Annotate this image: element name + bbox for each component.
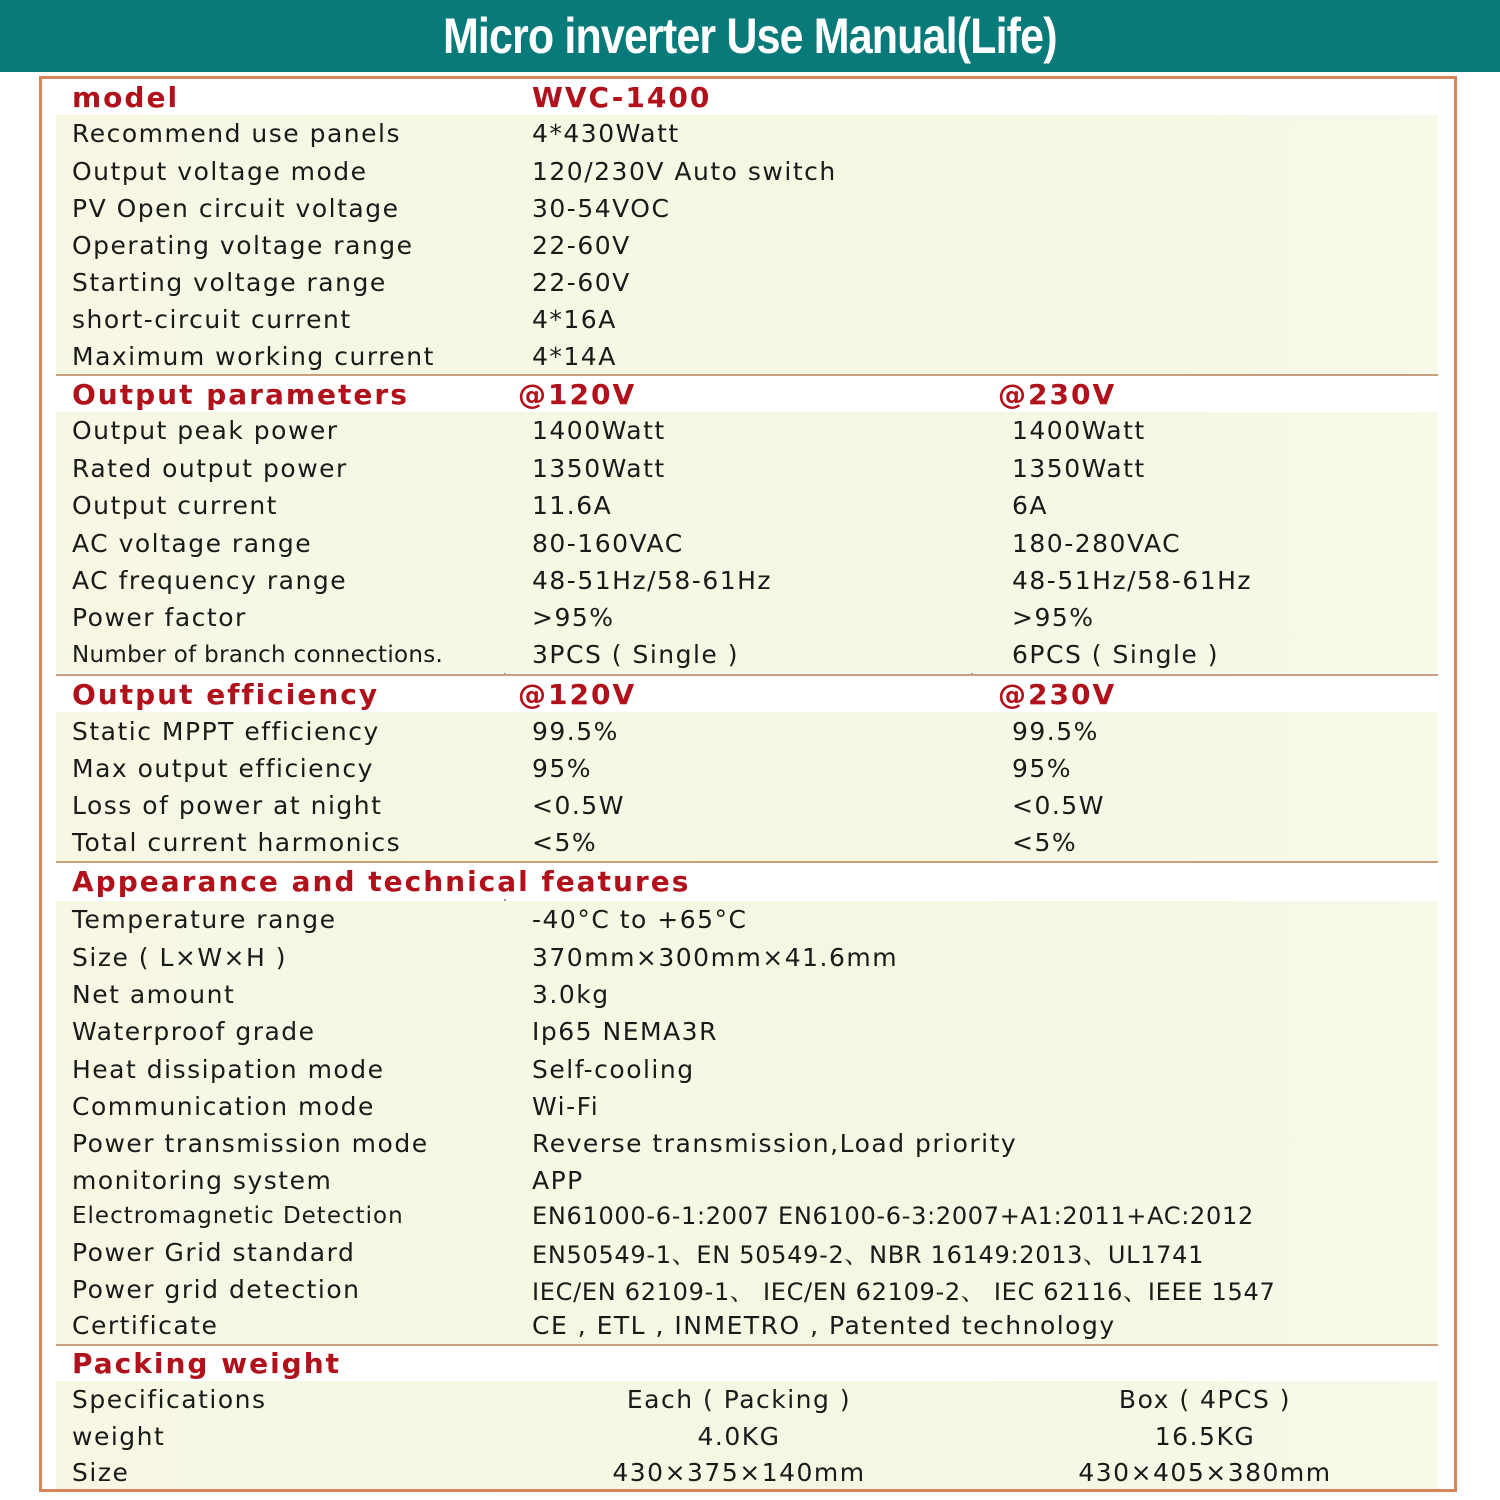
table-row [56, 301, 1438, 338]
row-value: 120/230V Auto switch [532, 156, 837, 186]
row-label: Output voltage mode [72, 156, 368, 186]
row-label: Static MPPT efficiency [72, 716, 380, 746]
row-label: Net amount [72, 980, 236, 1009]
row-label: Power factor [72, 603, 247, 632]
row-value: 22-60V [532, 231, 631, 260]
row-value-120v: 1350Watt [532, 453, 666, 483]
row-value-230v: 48-51Hz/58-61Hz [1012, 566, 1253, 595]
row-value: EN61000-6-1:2007 EN6100-6-3:2007+A1:2011+AC:2012 [532, 1202, 1254, 1230]
table-row [56, 787, 1438, 824]
row-value-230v: 1350Watt [1012, 453, 1146, 483]
row-label: PV Open circuit voltage [72, 194, 400, 223]
table-row [56, 412, 1438, 449]
table-row [56, 264, 1438, 301]
column-header-120v: @120V [518, 377, 637, 411]
row-value-box: 430×405×380mm [1078, 1457, 1332, 1487]
row-label: AC voltage range [72, 528, 313, 558]
row-value-120v: >95% [532, 603, 615, 632]
row-value: 4*430Watt [532, 119, 680, 148]
row-value-230v: 180-280VAC [1012, 528, 1182, 558]
row-label: Starting voltage range [72, 268, 387, 297]
table-row [56, 338, 1438, 374]
row-value-230v: 99.5% [1012, 716, 1099, 746]
section-title: Output parameters [72, 377, 409, 411]
row-value: -40°C to +65°C [532, 905, 748, 934]
row-label: Electromagnetic Detection [72, 1203, 404, 1229]
row-value-230v: 1400Watt [1012, 416, 1146, 445]
table-row [56, 1050, 1438, 1088]
row-label: Maximum working current [72, 341, 435, 371]
row-label: Certificate [72, 1311, 219, 1340]
section-title: Packing weight [72, 1347, 342, 1380]
row-label: Output current [72, 491, 278, 520]
row-value: APP [532, 1165, 584, 1195]
table-row [56, 1013, 1438, 1050]
column-header-230v: @230V [998, 377, 1117, 411]
row-label: Operating voltage range [72, 231, 414, 260]
row-value-120v: 99.5% [532, 716, 619, 746]
row-value: Self-cooling [532, 1054, 695, 1084]
row-value: IEC/EN 62109-1、 IEC/EN 62109-2、 IEC 62116、IEEE 1547 [532, 1277, 1276, 1306]
row-value-120v: 3PCS ( Single ) [532, 640, 740, 669]
section-heading-model [56, 79, 1438, 115]
row-label: monitoring system [72, 1165, 333, 1195]
table-row [56, 152, 1438, 190]
table-row [56, 1381, 1438, 1418]
table-row [56, 976, 1438, 1013]
row-label: Waterproof grade [72, 1017, 316, 1046]
table-row [56, 1418, 1438, 1455]
row-value-120v: 80-160VAC [532, 528, 684, 558]
table-row [56, 901, 1438, 938]
row-label: Loss of power at night [72, 791, 383, 820]
row-label: Number of branch connections. [72, 641, 444, 668]
table-row [56, 524, 1438, 562]
row-value: 30-54VOC [532, 194, 671, 223]
row-value: EN50549-1、EN 50549-2、NBR 16149:2013、UL1741 [532, 1241, 1205, 1269]
table-row [56, 636, 1438, 673]
section-heading-appearance [56, 863, 1438, 899]
row-label: Power grid detection [72, 1274, 361, 1304]
row-value: 4*14A [532, 341, 617, 371]
table-row [56, 1198, 1438, 1234]
row-label: Output peak power [72, 416, 339, 445]
row-value: 3.0kg [532, 980, 610, 1009]
row-value-230v: <0.5W [1012, 791, 1105, 820]
section-title: model [72, 80, 180, 114]
title-banner [0, 0, 1500, 72]
section-heading-output-efficiency [56, 676, 1438, 712]
section-title: Output efficiency [72, 677, 380, 711]
row-value: Wi-Fi [532, 1092, 600, 1121]
row-value-230v: 95% [1012, 754, 1073, 783]
section-title: Appearance and technical features [72, 864, 691, 898]
row-value: Ip65 NEMA3R [532, 1017, 718, 1046]
column-header-120v: @120V [518, 677, 637, 711]
table-row [56, 938, 1438, 976]
table-row [56, 449, 1438, 487]
table-row [56, 115, 1438, 152]
row-label: Size [72, 1457, 130, 1487]
row-value-120v: <0.5W [532, 791, 625, 820]
column-header-230v: @230V [998, 677, 1117, 711]
row-value-each: 4.0KG [697, 1422, 781, 1451]
row-value-120v: 95% [532, 754, 593, 783]
table-row [56, 190, 1438, 227]
spec-table-frame [39, 76, 1457, 1492]
row-value: CE , ETL , INMETRO , Patented technology [532, 1311, 1116, 1340]
model-value: WVC-1400 [532, 80, 712, 114]
table-row [56, 1088, 1438, 1125]
row-value: Reverse transmission,Load priority [532, 1129, 1018, 1158]
table-row [56, 1271, 1438, 1307]
section-heading-output-parameters [56, 376, 1438, 412]
row-value: 4*16A [532, 305, 617, 334]
row-label: Recommend use panels [72, 119, 401, 148]
section-heading-packing [56, 1346, 1438, 1381]
row-label: Size ( L×W×H ) [72, 942, 288, 972]
spec-table [56, 79, 1438, 1489]
row-label: Communication mode [72, 1092, 375, 1121]
row-label: Specifications [72, 1385, 267, 1414]
row-label: short-circuit current [72, 305, 352, 334]
row-value-230v: 6PCS ( Single ) [1012, 640, 1220, 669]
row-value-120v: 11.6A [532, 491, 613, 520]
row-label: Power Grid standard [72, 1238, 356, 1267]
row-value-each: 430×375×140mm [612, 1457, 866, 1487]
row-value-230v: 6A [1012, 491, 1049, 520]
table-row [56, 1234, 1438, 1271]
table-row [56, 824, 1438, 861]
table-row [56, 1162, 1438, 1198]
row-label: Power transmission mode [72, 1129, 429, 1158]
row-value-box: Box ( 4PCS ) [1118, 1385, 1292, 1414]
row-label: AC frequency range [72, 566, 348, 595]
row-value-each: Each ( Packing ) [626, 1385, 852, 1414]
table-row [56, 1307, 1438, 1344]
row-label: Rated output power [72, 453, 348, 483]
row-value-230v: >95% [1012, 603, 1095, 632]
row-label: Total current harmonics [72, 828, 402, 857]
page-title: Micro inverter Use Manual(Life) [443, 8, 1057, 64]
row-label: weight [72, 1422, 166, 1451]
row-value: 22-60V [532, 268, 631, 297]
row-value-230v: <5% [1012, 828, 1078, 857]
table-row [56, 599, 1438, 636]
table-row [56, 562, 1438, 599]
row-value-120v: 48-51Hz/58-61Hz [532, 566, 773, 595]
table-row [56, 227, 1438, 264]
table-row [56, 1455, 1438, 1489]
table-row [56, 1125, 1438, 1162]
row-label: Temperature range [72, 905, 337, 934]
row-value-box: 16.5KG [1154, 1422, 1256, 1451]
table-row [56, 750, 1438, 787]
row-value-120v: <5% [532, 828, 598, 857]
table-row [56, 487, 1438, 524]
row-label: Max output efficiency [72, 754, 374, 783]
row-value-120v: 1400Watt [532, 416, 666, 445]
row-value: 370mm×300mm×41.6mm [532, 942, 899, 972]
table-row [56, 712, 1438, 750]
row-label: Heat dissipation mode [72, 1054, 385, 1084]
